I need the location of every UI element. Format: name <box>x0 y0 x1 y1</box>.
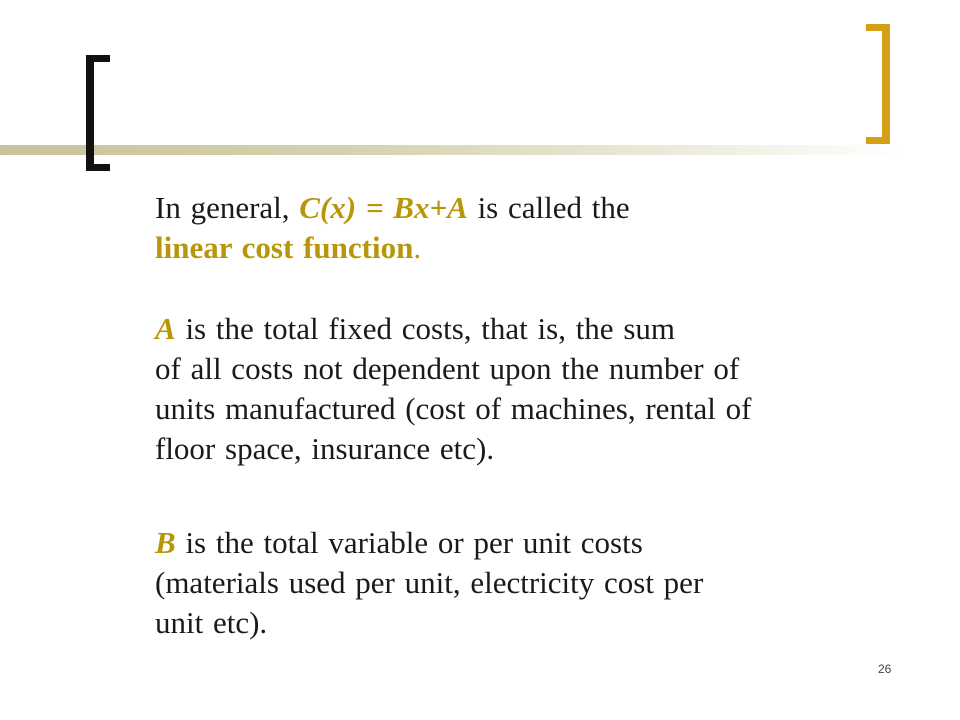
variable-a: A <box>155 311 176 346</box>
cost-formula: C(x) = Bx+A <box>299 190 468 225</box>
fixed-costs-line-1 <box>155 309 895 349</box>
variable-costs-line-3: unit etc). <box>155 605 268 640</box>
variable-b: B <box>155 525 176 560</box>
definition-suffix: is called the <box>467 190 630 225</box>
variable-costs-text-1: is the total variable or per unit costs <box>175 525 643 560</box>
left-bracket-decoration <box>86 55 110 171</box>
fixed-costs-paragraph <box>155 309 895 469</box>
term-period: . <box>413 230 422 265</box>
fixed-costs-line-2: of all costs not dependent upon the number of <box>155 351 740 386</box>
variable-costs-line-1 <box>155 523 895 563</box>
definition-line-2 <box>155 228 895 268</box>
definition-line-1 <box>155 188 895 228</box>
decorative-rule <box>0 145 905 155</box>
variable-costs-paragraph <box>155 523 895 643</box>
fixed-costs-text-1: is the total fixed costs, that is, the sum <box>175 311 675 346</box>
definition-intro: In general, <box>155 190 300 225</box>
linear-cost-function-term: linear cost function <box>155 230 414 265</box>
definition-paragraph <box>155 188 895 268</box>
right-bracket-decoration <box>866 24 890 144</box>
page-number: 26 <box>878 662 892 676</box>
fixed-costs-line-3: units manufactured (cost of machines, rental of <box>155 391 752 426</box>
variable-costs-line-2: (materials used per unit, electricity cost per <box>155 565 704 600</box>
fixed-costs-line-4: floor space, insurance etc). <box>155 431 495 466</box>
